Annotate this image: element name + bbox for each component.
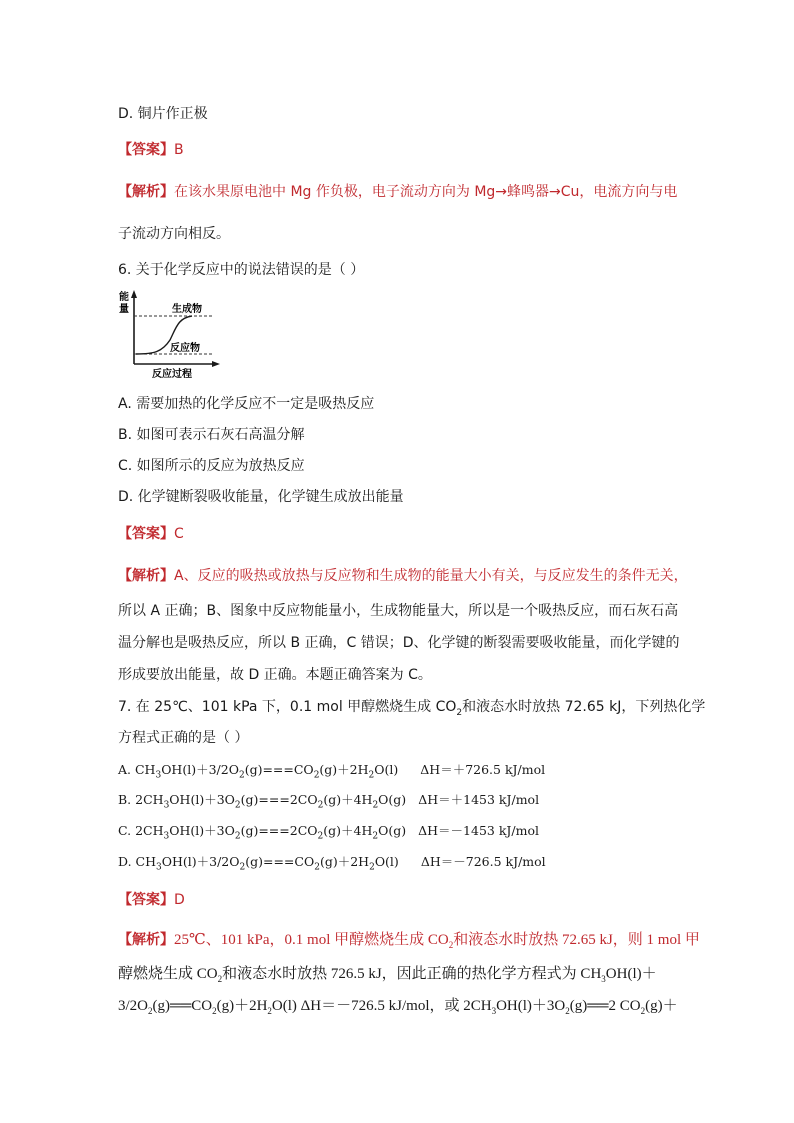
equation-part-r4: O(g) xyxy=(378,792,407,807)
q6-analysis-line3: 温分解也是吸热反应，所以 B 正确，C 错误；D、化学键的断裂需要吸收能量，而化学键的 xyxy=(118,635,680,651)
subscript: 2 xyxy=(238,770,245,781)
equation-part-label: B. xyxy=(118,792,136,807)
analysis-tag: 【解析】 xyxy=(118,932,174,948)
q5-analysis-line1 xyxy=(118,182,677,202)
subscript: 3 xyxy=(155,770,162,781)
equation-part-r1: OH(l)＋3O xyxy=(169,823,235,838)
subscript: 2 xyxy=(317,831,324,842)
subscript: 2 xyxy=(234,800,241,811)
q7-analysis-line3: $3/2O_2(g)══CO_2(g)+2H_2O(l)$ ΔH＝－726.5 kJ/mol，或 $2CH_3OH(l)+3O_2(g)══2$ $CO_2(g)+$ xyxy=(118,998,678,1016)
q6-option-b: B. 如图可表示石灰石高温分解 xyxy=(118,427,305,443)
subscript: 2 xyxy=(372,831,379,842)
subscript: 3 xyxy=(156,862,162,873)
equation-part-r1: OH(l)＋3/2O xyxy=(161,854,240,869)
analysis-text: OH(l)＋ xyxy=(605,966,657,982)
stem-text: 和液态水时放热 72.65 kJ，下列热化学 xyxy=(462,699,706,715)
subscript: 3 xyxy=(163,831,170,842)
q6-answer xyxy=(118,524,184,544)
answer-tag: 【答案】 xyxy=(118,892,174,908)
subscript: 2 xyxy=(368,770,375,781)
y-axis-label-2: 量 xyxy=(119,304,129,315)
equation-part-left: CH xyxy=(135,854,156,869)
reactant-label: 反应物 xyxy=(170,343,200,354)
equation-part-r2: (g)===CO xyxy=(245,854,315,869)
equation-part-left: CH xyxy=(134,762,156,777)
subscript: 2 xyxy=(314,862,320,873)
subscript: 2 xyxy=(217,974,223,984)
equation-part-r4: O(l) xyxy=(374,762,399,777)
analysis-text: 醇燃烧生成 CO xyxy=(118,966,218,982)
equation-part-r1: OH(l)＋3/2O xyxy=(161,762,239,777)
equation-part-label: A. xyxy=(118,762,135,777)
equation-part-label: D. xyxy=(118,854,136,869)
enthalpy-change: ΔH＝－726.5 kJ/mol xyxy=(420,854,546,869)
q6-analysis-line2: 所以 A 正确；B、图象中反应物能量小，生成物能量大，所以是一个吸热反应，而石灰石高 xyxy=(118,603,679,619)
answer-tag: 【答案】 xyxy=(118,142,174,158)
q7-option-d xyxy=(118,852,546,872)
q6-analysis-line1 xyxy=(118,566,688,586)
enthalpy-change: ΔH＝－1453 kJ/mol xyxy=(418,823,540,838)
subscript: 2 xyxy=(369,862,375,873)
q6-option-d: D. 化学键断裂吸收能量，化学键生成放出能量 xyxy=(118,489,404,505)
equation-part-r4: O(g) xyxy=(378,823,407,838)
subscript: 3 xyxy=(163,800,170,811)
q7-stem-line1 xyxy=(118,697,705,717)
equation-part-r2: (g)===2CO xyxy=(240,792,318,807)
analysis-text: A、反应的吸热或放热与反应物和生成物的能量大小有关，与反应发生的条件无关， xyxy=(174,568,688,584)
answer-value: B xyxy=(174,142,184,158)
analysis-text: 和液态水时放热 72.65 kJ，则 1 mol 甲 xyxy=(453,932,700,948)
subscript: 2 xyxy=(372,800,379,811)
analysis-text: 25℃、101 kPa，0.1 mol 甲醇燃烧生成 CO xyxy=(174,932,449,948)
equation-part-r3: (g)＋2H xyxy=(319,854,370,869)
answer-value: C xyxy=(174,526,184,542)
equation-part-label: C. xyxy=(118,823,136,838)
analysis-text: 和液态水时放热 726.5 kJ，因此正确的热化学方程式为 CH xyxy=(222,966,602,982)
q7-option-a xyxy=(118,760,545,780)
analysis-tag: 【解析】 xyxy=(118,568,174,584)
analysis-text: 在该水果原电池中 Mg 作负极，电子流动方向为 Mg→蜂鸣器→Cu，电流方向与电 xyxy=(174,184,678,200)
equation-part-left: 2CH xyxy=(135,792,164,807)
y-axis-arrow xyxy=(131,290,137,298)
answer-value: D xyxy=(174,892,185,908)
subscript: 2 xyxy=(239,862,246,873)
equation-part-r2: (g)===CO xyxy=(244,762,314,777)
q5-analysis-line2: 子流动方向相反。 xyxy=(118,226,230,242)
enthalpy-change: ΔH＝＋1453 kJ/mol xyxy=(418,792,540,807)
q7-analysis-line1 xyxy=(118,930,700,950)
stem-text: 7. 在 25℃、101 kPa 下，0.1 mol 甲醇燃烧生成 CO xyxy=(118,699,457,715)
x-axis-arrow xyxy=(212,361,220,367)
equation-part-left: 2CH xyxy=(135,823,164,838)
equation-part-r1: OH(l)＋3O xyxy=(169,792,235,807)
q6-analysis-line4: 形成要放出能量，故 D 正确。本题正确答案为 C。 xyxy=(118,667,432,683)
analysis-tag: 【解析】 xyxy=(118,184,174,200)
equation-part-r2: (g)===2CO xyxy=(240,823,318,838)
subscript: 2 xyxy=(448,940,454,950)
q7-answer xyxy=(118,890,185,910)
energy-diagram xyxy=(118,288,228,384)
subscript: 2 xyxy=(234,831,241,842)
equation-part-r3: (g)＋4H xyxy=(323,823,373,838)
equation-part-r3: (g)＋4H xyxy=(323,792,373,807)
q7-stem-line2: 方程式正确的是（ ） xyxy=(118,730,249,746)
subscript: 2 xyxy=(456,707,463,718)
q7-option-b xyxy=(118,790,539,810)
q7-option-c xyxy=(118,821,539,841)
q6-stem: 6. 关于化学反应中的说法错误的是（ ） xyxy=(118,262,365,278)
subscript: 2 xyxy=(313,770,320,781)
q6-option-a: A. 需要加热的化学反应不一定是吸热反应 xyxy=(118,396,375,412)
q5-answer xyxy=(118,140,184,160)
subscript: 2 xyxy=(317,800,324,811)
x-axis-label: 反应过程 xyxy=(152,369,192,380)
equation-part-r3: (g)＋2H xyxy=(319,762,369,777)
q5-option-d: D. 铜片作正极 xyxy=(118,106,208,122)
subscript: 3 xyxy=(601,974,606,984)
equation-part-r4: O(l) xyxy=(374,854,399,869)
q6-option-c: C. 如图所示的反应为放热反应 xyxy=(118,458,305,474)
q7-analysis-line2 xyxy=(118,964,657,984)
answer-tag: 【答案】 xyxy=(118,526,174,542)
product-label: 生成物 xyxy=(172,304,202,315)
enthalpy-change: ΔH＝＋726.5 kJ/mol xyxy=(420,762,546,777)
y-axis-label-1: 能 xyxy=(119,292,129,303)
